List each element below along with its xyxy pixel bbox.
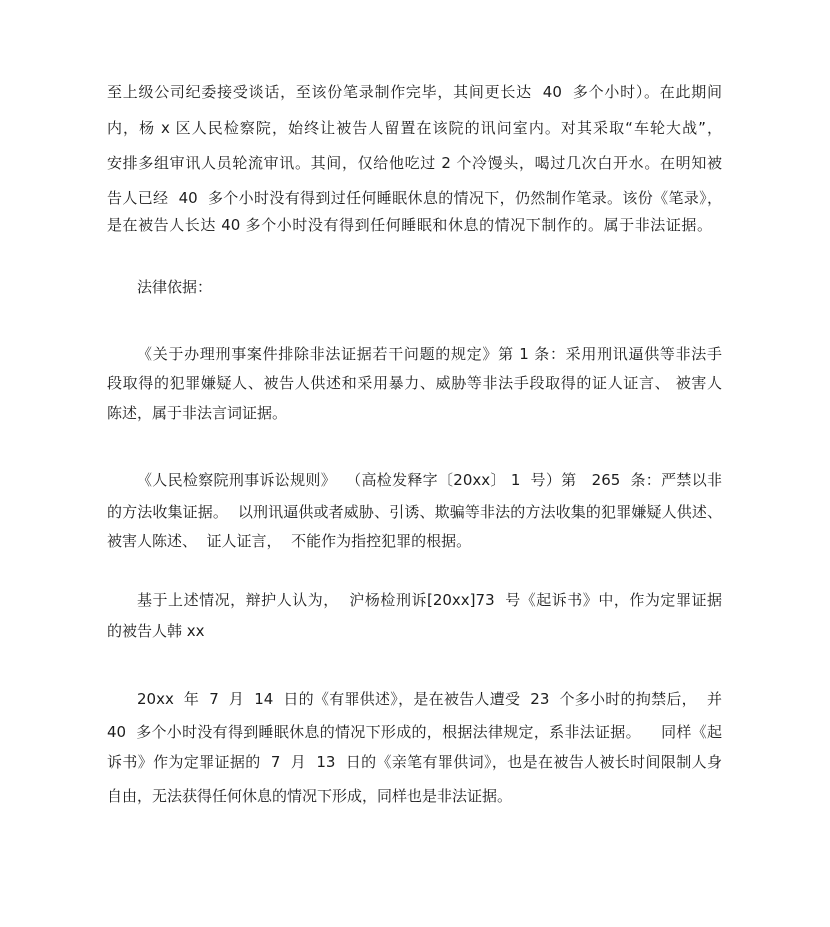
paragraph-line: 基于上述情况，辩护人认为， 沪杨检刑诉[20xx]73 号《起诉书》中，作为定罪证据 [137,591,722,609]
paragraph-line: 安排多组审讯人员轮流审讯。其间，仅给他吃过 2 个冷馒头，喝过几次白开水。在明知被 [107,154,722,172]
paragraph-line: 是在被告人长达 40 多个小时没有得到任何睡眠和休息的情况下制作的。属于非法证据。 [107,216,712,234]
paragraph-line: 的方法收集证据。 以刑讯逼供或者威胁、引诱、欺骗等非法的方法收集的犯罪嫌疑人供述、 [107,503,722,521]
paragraph-line: 20xx 年 7 月 14 日的《有罪供述》，是在被告人遭受 23 个多小时的拘禁后， 并 [137,690,722,708]
paragraph-line: 自由，无法获得任何休息的情况下形成，同样也是非法证据。 [107,787,513,805]
paragraph-line: 被害人陈述、 证人证言， 不能作为指控犯罪的根据。 [107,532,472,550]
paragraph-line: 至上级公司纪委接受谈话，至该份笔录制作完毕，其间更长达 40 多个小时）。在此期间 [107,83,722,101]
paragraph-line: 段取得的犯罪嫌疑人、被告人供述和采用暴力、威胁等非法手段取得的证人证言、 被害人 [107,374,722,392]
paragraph-line: 法律依据： [137,278,213,296]
paragraph-line: 告人已经 40 多个小时没有得到过任何睡眠休息的情况下，仍然制作笔录。该份《笔录》， [107,189,722,207]
paragraph-line: 《关于办理刑事案件排除非法证据若干问题的规定》第 1 条：采用刑讯逼供等非法手 [137,345,722,363]
paragraph-line: 的被告人韩 xx [107,622,205,640]
paragraph-line: 陈述，属于非法言词证据。 [107,404,288,422]
paragraph-line: 内，杨 x 区人民检察院，始终让被告人留置在该院的讯问室内。对其采取“车轮大战”， [107,119,722,137]
paragraph-line: 40 多个小时没有得到睡眠休息的情况下形成的，根据法律规定，系非法证据。 同样《起 [107,723,722,741]
paragraph-line: 诉书》作为定罪证据的 7 月 13 日的《亲笔有罪供词》，也是在被告人被长时间限制人身 [107,753,722,771]
paragraph-line: 《人民检察院刑事诉讼规则》 （高检发释字〔20xx〕 1 号）第 265 条：严禁以非 [137,471,722,489]
